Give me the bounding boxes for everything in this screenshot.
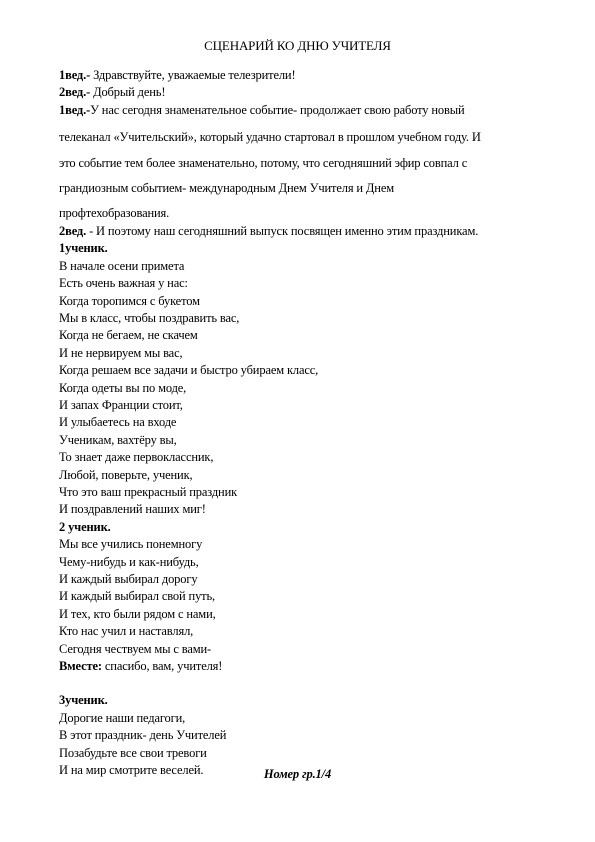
- script-line: [59, 85, 165, 100]
- line-text: И не нервируем мы вас,: [59, 346, 183, 360]
- script-line: [59, 363, 318, 378]
- script-line: [59, 398, 183, 413]
- speaker-label: 2 ученик.: [59, 520, 111, 534]
- group-number-footer: Номер гр.1/4: [263, 767, 332, 781]
- script-line: [59, 276, 188, 291]
- script-line: [59, 746, 207, 761]
- line-text: И тех, кто были рядом с нами,: [59, 607, 216, 621]
- line-text: И улыбаетесь на входе: [59, 415, 177, 429]
- script-line: [59, 450, 213, 465]
- speaker-label: Вместе:: [59, 659, 102, 673]
- line-text: Когда торопимся с букетом: [59, 294, 200, 308]
- script-line: [59, 433, 177, 448]
- line-text: Чему-нибудь и как-нибудь,: [59, 555, 199, 569]
- line-text: Когда не бегаем, не скачем: [59, 328, 198, 342]
- script-line: [59, 156, 467, 171]
- line-text: И каждый выбирал дорогу: [59, 572, 198, 586]
- line-text: это событие тем более знаменательно, потому, что сегодняшний эфир совпал с: [59, 156, 468, 170]
- script-line: [59, 624, 193, 639]
- script-line: [59, 572, 197, 587]
- script-line: [59, 642, 211, 657]
- line-text: Мы все учились понемногу: [59, 537, 203, 551]
- script-line: [59, 206, 169, 221]
- line-text: спасибо, вам, учителя!: [101, 659, 223, 673]
- speaker-label: 1вед.-: [59, 68, 91, 82]
- script-line: [59, 346, 182, 361]
- script-line: [59, 224, 478, 239]
- line-text: В этот праздник- день Учителей: [59, 728, 227, 742]
- script-line: [59, 181, 394, 196]
- script-line: [59, 520, 111, 535]
- script-line: [59, 659, 222, 674]
- script-line: [59, 693, 108, 708]
- script-line: [59, 485, 237, 500]
- script-line: [59, 381, 186, 396]
- line-text: Мы в класс, чтобы поздравить вас,: [59, 311, 240, 325]
- document-title: СЦЕНАРИЙ КО ДНЮ УЧИТЕЛЯ: [204, 38, 391, 53]
- script-line: [59, 294, 200, 309]
- line-text: Когда одеты вы по моде,: [59, 381, 187, 395]
- script-line: [59, 259, 184, 274]
- script-line: [59, 328, 198, 343]
- script-line: [59, 415, 176, 430]
- script-line: [59, 728, 226, 743]
- speaker-label: 2вед.: [59, 224, 87, 238]
- line-text: Есть очень важная у нас:: [59, 276, 188, 290]
- line-text: Ученикам, вахтёру вы,: [59, 433, 177, 447]
- script-line: [59, 130, 481, 145]
- script-line: [59, 502, 206, 517]
- script-line: [59, 555, 199, 570]
- line-text: Добрый день!: [90, 85, 166, 99]
- line-text: Кто нас учил и наставлял,: [59, 624, 194, 638]
- script-line: [59, 537, 202, 552]
- line-text: И поздравлений наших миг!: [59, 502, 206, 516]
- line-text: Позабудьте все свои тревоги: [59, 746, 207, 760]
- line-text: И запах Франции стоит,: [59, 398, 183, 412]
- line-text: грандиозным событием- международным Днем Учителя и Днем: [59, 181, 394, 195]
- line-text: В начале осени примета: [59, 259, 185, 273]
- line-text: То знает даже первоклассник,: [59, 450, 214, 464]
- line-text: Сегодня чествуем мы с вами-: [59, 642, 212, 656]
- speaker-label: 1ученик.: [59, 241, 108, 255]
- line-text: Здравствуйте, уважаемые телезрители!: [90, 68, 296, 82]
- line-text: И каждый выбирал свой путь,: [59, 589, 216, 603]
- line-text: Любой, поверьте, ученик,: [59, 468, 193, 482]
- script-line: [59, 711, 185, 726]
- line-text: - И поэтому наш сегодняшний выпуск посвящен именно этим праздникам.: [86, 224, 479, 238]
- speaker-label: 3ученик.: [59, 693, 108, 707]
- line-text: телеканал «Учительский», который удачно стартовал в прошлом учебном году. И: [59, 130, 481, 144]
- script-line: [59, 468, 192, 483]
- script-line: [59, 607, 216, 622]
- line-text: И на мир смотрите веселей.: [59, 763, 204, 777]
- script-line: [59, 311, 239, 326]
- script-line: [59, 241, 108, 256]
- speaker-label: 1вед.-: [59, 103, 91, 117]
- script-line: [59, 589, 215, 604]
- line-text: У нас сегодня знаменательное событие- продолжает свою работу новый: [90, 103, 465, 117]
- speaker-label: 2вед.-: [59, 85, 91, 99]
- script-line: [59, 68, 296, 83]
- line-text: Дорогие наши педагоги,: [59, 711, 186, 725]
- script-line: [59, 103, 465, 118]
- line-text: Когда решаем все задачи и быстро убираем класс,: [59, 363, 319, 377]
- line-text: профтехобразования.: [59, 206, 170, 220]
- line-text: Что это ваш прекрасный праздник: [59, 485, 238, 499]
